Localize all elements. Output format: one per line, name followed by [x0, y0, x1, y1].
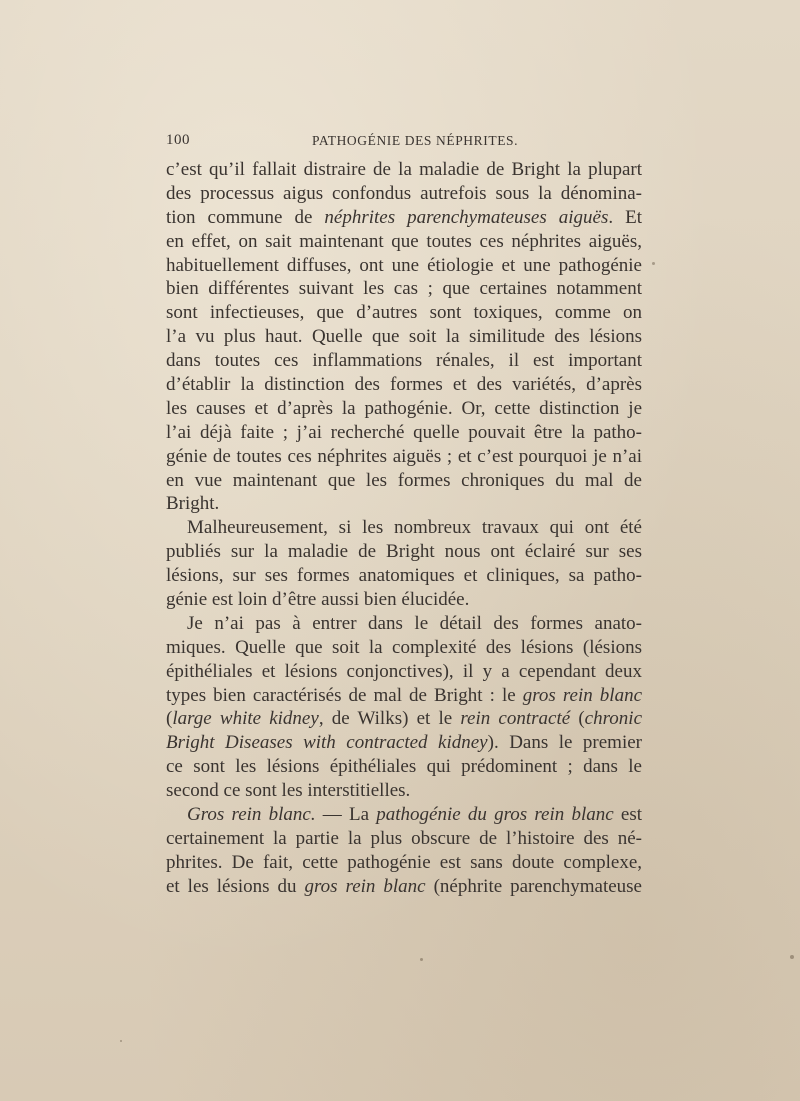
text-line: miques. Quelle que soit la complexité des lésions (lésions	[166, 636, 642, 658]
text-line: et les lésions du gros rein blanc (néphrite parenchymateuse	[166, 875, 642, 897]
text-line: Je n’ai pas à entrer dans le détail des formes anato-	[187, 612, 642, 634]
text-line: (large white kidney, de Wilks) et le rein contracté (chronic	[166, 708, 643, 730]
body-text	[166, 158, 642, 899]
text-line: sont infectieuses, que d’autres sont toxiques, comme on	[166, 302, 642, 324]
text-line: bien différentes suivant les cas ; que certaines notamment	[166, 278, 642, 300]
text-line: des processus aigus confondus autrefois sous la dénomina-	[166, 182, 642, 204]
text-line: phrites. De fait, cette pathogénie est sans doute complexe,	[166, 851, 642, 873]
text-line: en vue maintenant que les formes chroniques du mal de	[166, 469, 642, 491]
text-line: les causes et d’après la pathogénie. Or, cette distinction je	[166, 397, 642, 419]
paper-speck	[652, 262, 655, 265]
running-title: PATHOGÉNIE DES NÉPHRITES.	[312, 133, 519, 148]
text-line: Bright.	[166, 493, 220, 515]
text-line: certainement la partie la plus obscure de l’histoire des né-	[166, 827, 642, 849]
paper-speck	[120, 1040, 122, 1042]
text-line: tion commune de néphrites parenchymateuses aiguës. Et	[166, 206, 642, 228]
text-line: en effet, on sait maintenant que toutes ces néphrites aiguës,	[166, 230, 642, 252]
text-line: habituellement diffuses, ont une étiologie et une pathogénie	[166, 254, 642, 276]
text-line: ce sont les lésions épithéliales qui prédominent ; dans le	[166, 756, 642, 778]
text-line: Malheureusement, si les nombreux travaux qui ont été	[187, 517, 642, 539]
page-number: 100	[166, 132, 190, 148]
text-line: second ce sont les interstitielles.	[166, 780, 411, 802]
text-line: Gros rein blanc. — La pathogénie du gros rein blanc est	[187, 804, 642, 826]
paper-speck	[420, 958, 423, 961]
page-header	[166, 132, 642, 152]
text-line: d’établir la distinction des formes et des variétés, d’après	[166, 374, 642, 396]
text-line: publiés sur la maladie de Bright nous ont éclairé sur ses	[166, 541, 642, 563]
paper-speck	[790, 955, 794, 959]
text-line: génie est loin d’être aussi bien élucidée.	[166, 589, 470, 611]
text-line: Bright Diseases with contracted kidney). Dans le premier	[166, 732, 643, 754]
text-line: dans toutes ces inflammations rénales, il est important	[166, 350, 642, 372]
text-line: l’ai déjà faite ; j’ai recherché quelle pouvait être la patho-	[166, 421, 642, 443]
text-line: lésions, sur ses formes anatomiques et cliniques, sa patho-	[166, 565, 642, 587]
text-line: l’a vu plus haut. Quelle que soit la similitude des lésions	[166, 326, 642, 348]
text-line: épithéliales et lésions conjonctives), il y a cependant deux	[166, 660, 642, 682]
text-line: c’est qu’il fallait distraire de la maladie de Bright la plupart	[166, 159, 642, 180]
text-line: génie de toutes ces néphrites aiguës ; et c’est pourquoi je n’ai	[166, 445, 642, 467]
text-line: types bien caractérisés de mal de Bright : le gros rein blanc	[166, 684, 642, 706]
